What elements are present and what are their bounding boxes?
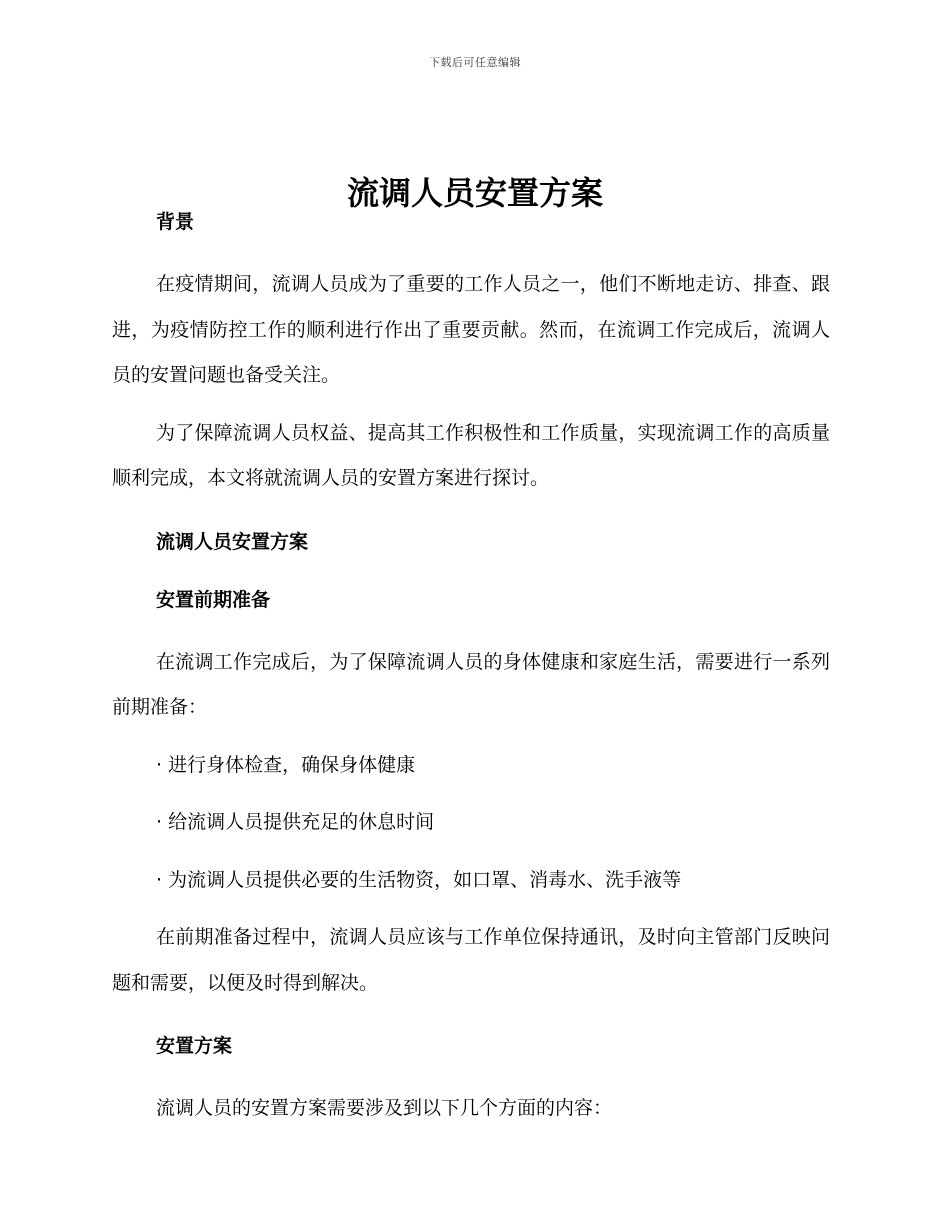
- paragraph: 在流调工作完成后，为了保障流调人员的身体健康和家庭生活，需要进行一系列前期准备：: [112, 650, 830, 718]
- paragraph: 流调人员的安置方案需要涉及到以下几个方面的内容：: [156, 1097, 613, 1119]
- paragraph: 在疫情期间，流调人员成为了重要的工作人员之一，他们不断地走访、排查、跟进，为疫情防控工作的顺利进行作出了重要贡献。然而，在流调工作完成后，流调人员的安置问题也备受关注。: [112, 273, 830, 386]
- header-note: 下载后可任意编辑: [429, 56, 521, 69]
- heading-plan: 流调人员安置方案: [156, 530, 309, 553]
- list-item: · 进行身体检查，确保身体健康: [156, 753, 416, 776]
- list-item: · 给流调人员提供充足的休息时间: [156, 811, 435, 833]
- document-body: [112, 204, 830, 1132]
- heading-placement: 安置方案: [156, 1035, 233, 1057]
- document-title: 流调人员安置方案: [346, 174, 603, 213]
- heading-prep: 安置前期准备: [156, 588, 271, 611]
- paragraph: 在前期准备过程中，流调人员应该与工作单位保持通讯，及时向主管部门反映问题和需要，以便及时得到解决。: [112, 926, 830, 994]
- list-item: · 为流调人员提供必要的生活物资，如口罩、消毒水、洗手液等: [156, 868, 682, 891]
- paragraph: 为了保障流调人员权益、提高其工作积极性和工作质量，实现流调工作的高质量顺利完成，本文将就流调人员的安置方案进行探讨。: [112, 421, 830, 489]
- heading-background: 背景: [156, 211, 195, 233]
